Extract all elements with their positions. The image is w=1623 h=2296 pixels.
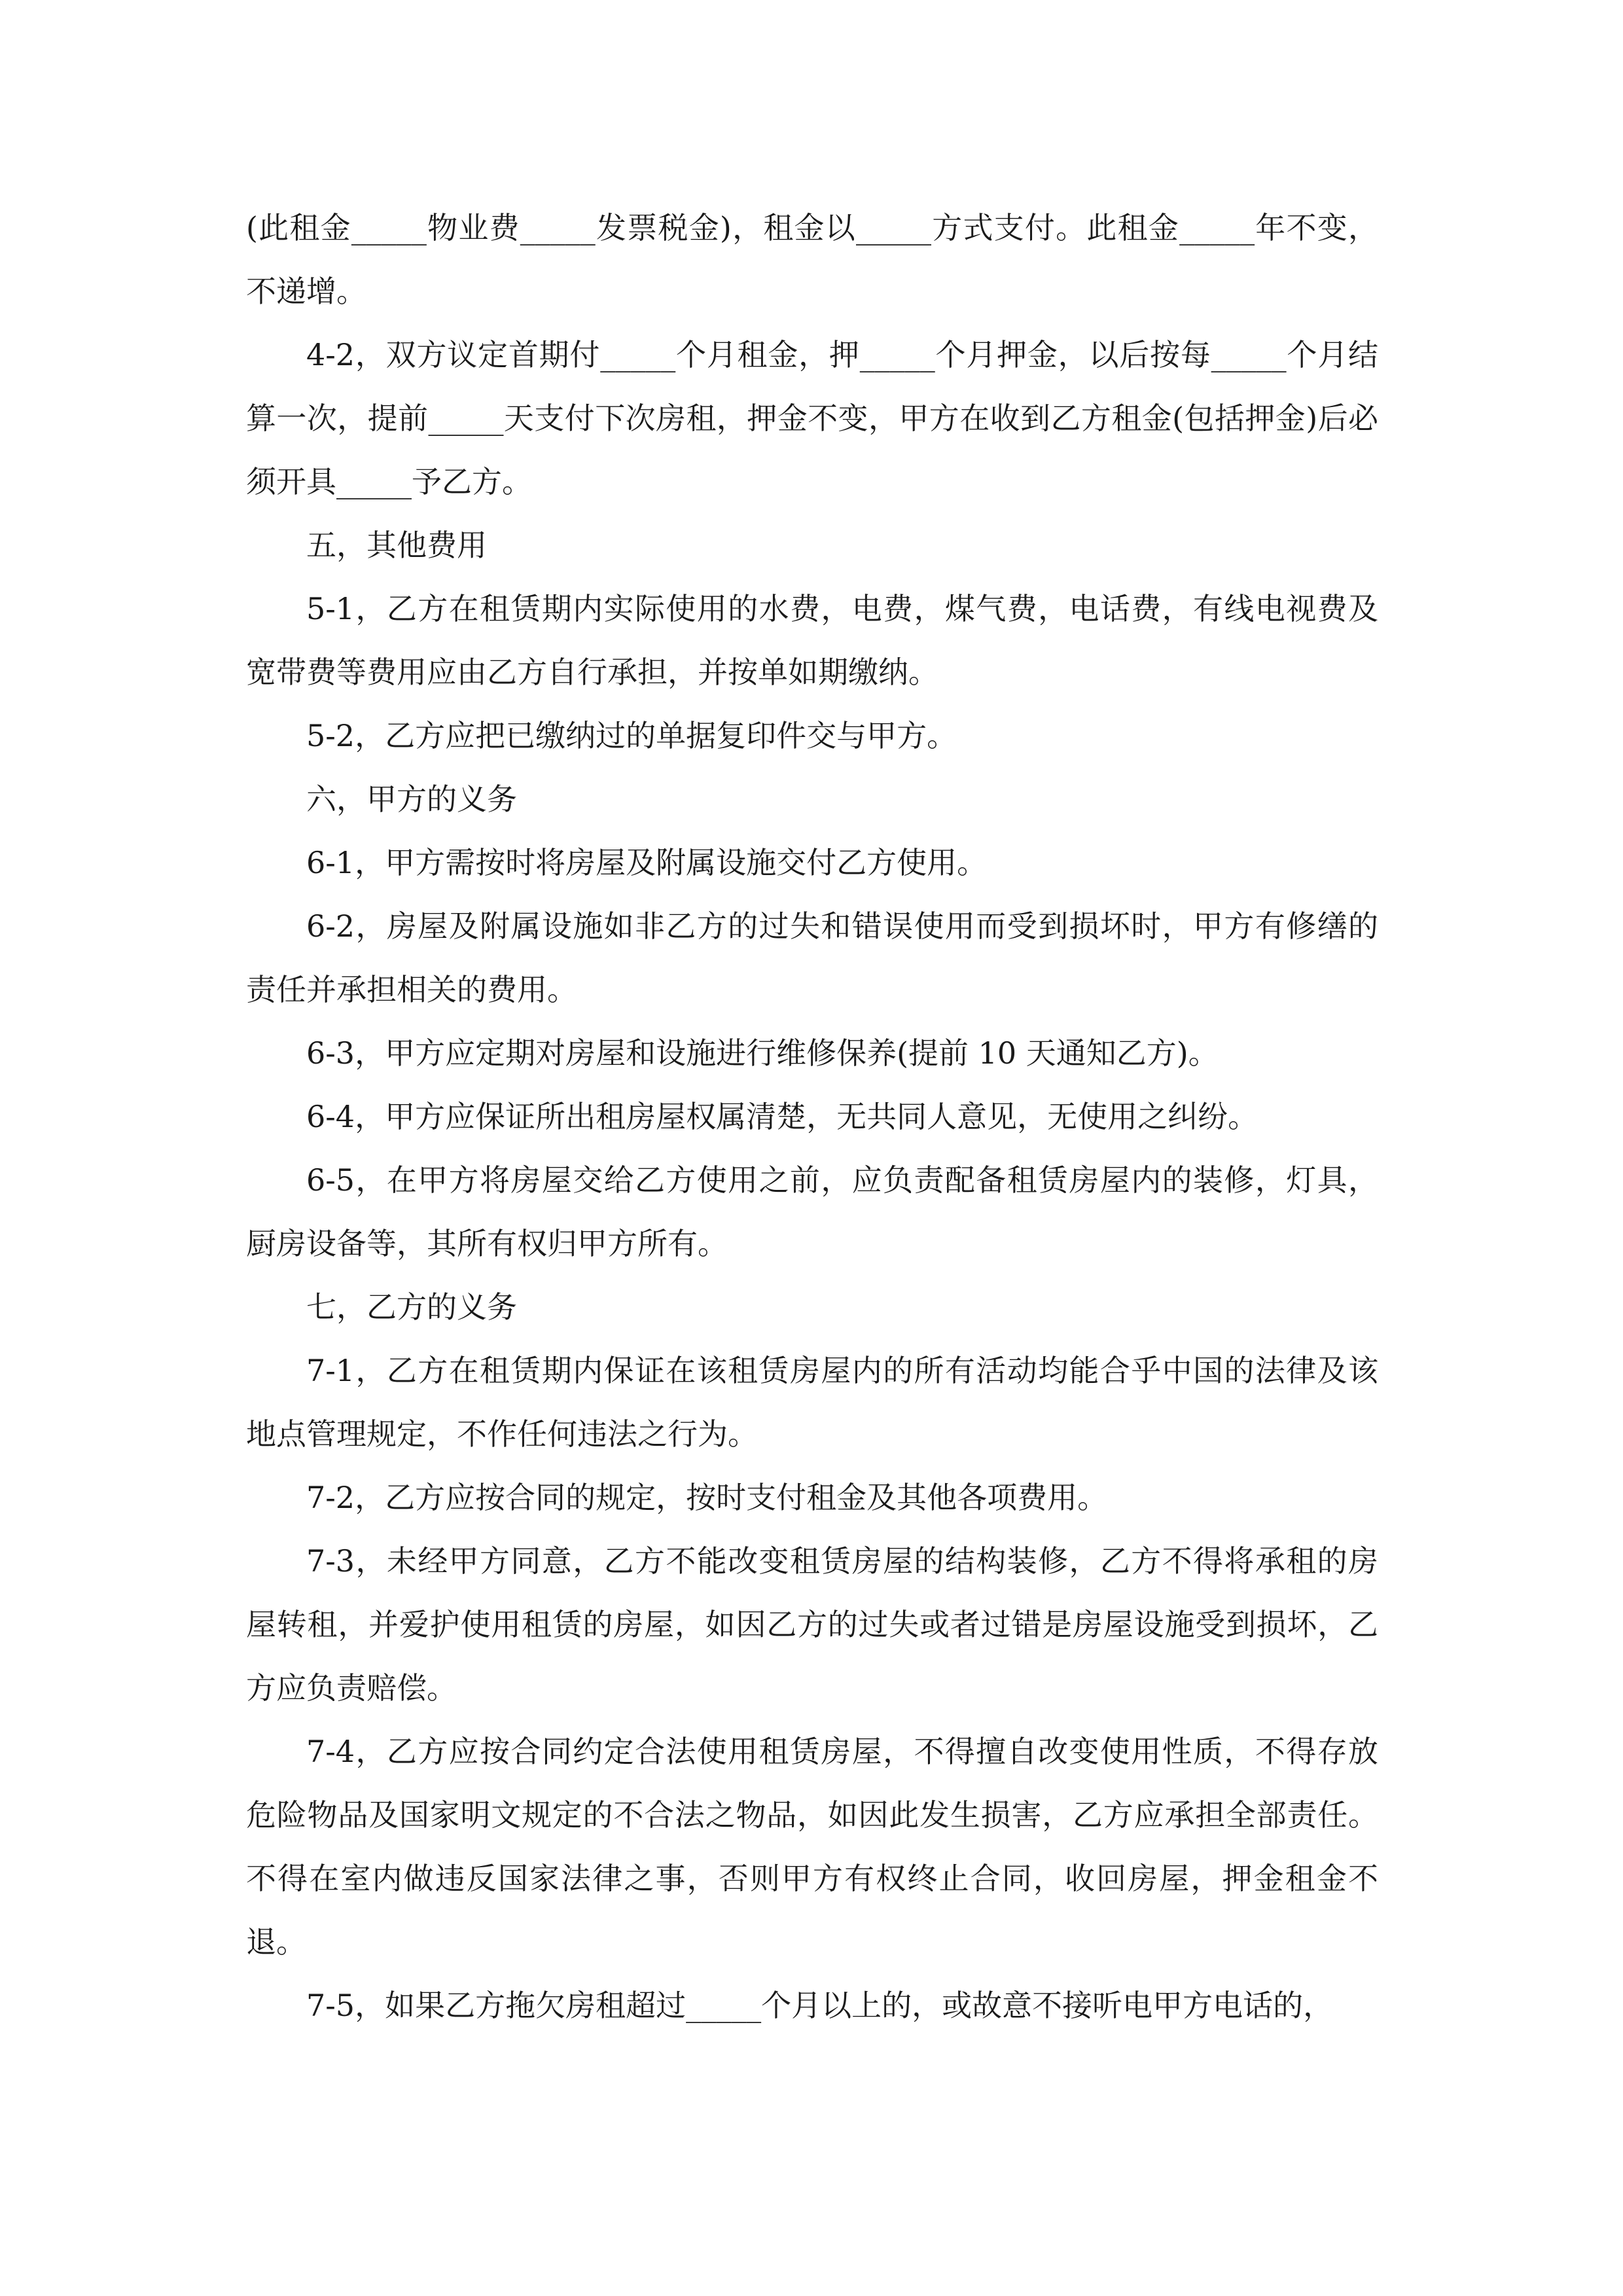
heading-other-fees: 五，其他费用	[306, 528, 487, 563]
paragraph-7-2: 7-2，乙方应按合同的规定，按时支付租金及其他各项费用。	[306, 1480, 1108, 1515]
paragraph-7-1: 7-1，乙方在租赁期内保证在该租赁房屋内的所有活动均能合乎中国的法律及该地点管理规定，不作任何违法之行为。	[246, 1353, 1378, 1452]
paragraph-7-5: 7-5，如果乙方拖欠房租超过_____个月以上的，或故意不接听电甲方电话的，	[306, 1988, 1334, 2023]
paragraph-6-4: 6-4，甲方应保证所出租房屋权属清楚，无共同人意见，无使用之纠纷。	[306, 1099, 1258, 1134]
paragraph-5-1: 5-1，乙方在租赁期内实际使用的水费，电费，煤气费，电话费，有线电视费及宽带费等费用应由乙方自行承担，并按单如期缴纳。	[246, 591, 1378, 690]
paragraph-6-3: 6-3，甲方应定期对房屋和设施进行维修保养(提前 10 天通知乙方)。	[306, 1035, 1219, 1071]
heading-party-a-obligations: 六，甲方的义务	[306, 781, 517, 817]
document-page	[246, 196, 1378, 2037]
paragraph-6-5: 6-5，在甲方将房屋交给乙方使用之前，应负责配备租赁房屋内的装修，灯具，厨房设备等，其所有权归甲方所有。	[246, 1162, 1378, 1261]
paragraph-7-4: 7-4，乙方应按合同约定合法使用租赁房屋，不得擅自改变使用性质，不得存放危险物品及国家明文规定的不合法之物品，如因此发生损害，乙方应承担全部责任。不得在室内做违反国家法律之事，否则甲方有权终止合同，收回房屋，押金租金不退。	[246, 1734, 1378, 1960]
paragraph-7-3: 7-3，未经甲方同意，乙方不能改变租赁房屋的结构装修，乙方不得将承租的房屋转租，并爱护使用租赁的房屋，如因乙方的过失或者过错是房屋设施受到损坏，乙方应负责赔偿。	[246, 1543, 1378, 1706]
paragraph-rent-terms: (此租金_____物业费_____发票税金)，租金以_____方式支付。此租金_____年不变，不递增。	[246, 210, 1378, 309]
paragraph-6-1: 6-1，甲方需按时将房屋及附属设施交付乙方使用。	[306, 845, 988, 880]
paragraph-4-2: 4-2，双方议定首期付_____个月租金，押_____个月押金，以后按每_____个月结算一次，提前_____天支付下次房租，押金不变，甲方在收到乙方租金(包括押金)后必须开具_____予乙方。	[246, 337, 1378, 499]
paragraph-5-2: 5-2，乙方应把已缴纳过的单据复印件交与甲方。	[306, 718, 957, 753]
paragraph-6-2: 6-2，房屋及附属设施如非乙方的过失和错误使用而受到损坏时，甲方有修缮的责任并承担相关的费用。	[246, 908, 1378, 1007]
heading-party-b-obligations: 七，乙方的义务	[306, 1289, 517, 1325]
